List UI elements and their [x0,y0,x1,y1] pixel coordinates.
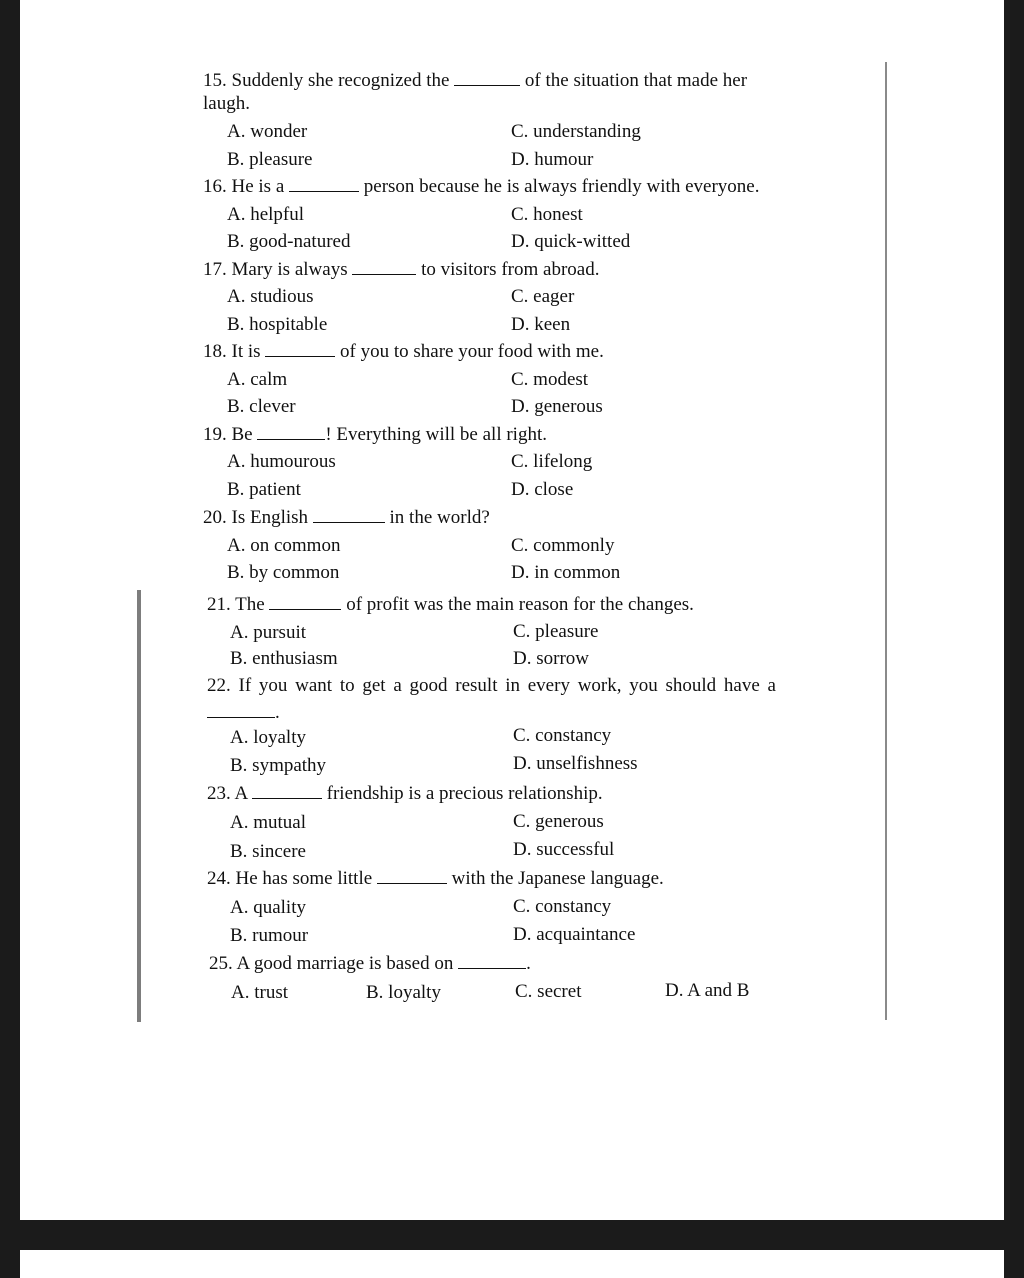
answer-blank [265,342,335,357]
option-17-c[interactable]: C. eager [511,286,575,307]
option-23-d[interactable]: D. successful [513,839,615,860]
question-number: 15. [203,70,227,91]
option-25-d[interactable]: D. A and B [665,980,750,1001]
question-text: . [275,702,280,723]
option-22-a[interactable]: A. loyalty [230,727,306,748]
option-24-c[interactable]: C. constancy [513,896,612,917]
question-number: 20. [203,507,227,528]
next-page-edge [20,1250,1004,1278]
option-21-d[interactable]: D. sorrow [513,648,589,669]
option-15-d[interactable]: D. humour [511,149,594,170]
option-23-b[interactable]: B. sincere [230,841,306,862]
option-18-d[interactable]: D. generous [511,396,603,417]
question-number: 16. [203,176,227,197]
question-23 [207,783,603,805]
question-text: Mary is always [231,259,348,280]
question-text: laugh. [203,93,250,114]
question-text: A good marriage is based on [236,953,454,974]
margin-rule-left [137,590,141,1022]
question-text: person because he is always friendly with everyone. [363,176,760,197]
option-19-a[interactable]: A. humourous [227,451,336,472]
question-text: ! Everything will be all right. [325,424,547,445]
question-24 [207,868,664,890]
option-16-a[interactable]: A. helpful [227,204,305,225]
option-21-b[interactable]: B. enthusiasm [230,648,338,669]
question-15-continued [203,93,250,115]
question-text: A [234,783,248,804]
question-number: 18. [203,341,227,362]
question-number: 22. [207,675,231,696]
option-17-d[interactable]: D. keen [511,314,571,335]
option-22-b[interactable]: B. sympathy [230,755,327,776]
option-15-c[interactable]: C. understanding [511,121,641,142]
question-number: 24. [207,868,231,889]
question-25 [209,953,531,975]
question-19 [203,424,547,446]
question-number: 21. [207,594,231,615]
question-text: He is a [231,176,285,197]
question-text: friendship is a precious relationship. [326,783,603,804]
answer-blank [377,869,447,884]
question-text: to visitors from abroad. [421,259,600,280]
question-text: Suddenly she recognized the [231,70,450,91]
option-23-a[interactable]: A. mutual [230,812,306,833]
option-20-c[interactable]: C. commonly [511,535,615,556]
question-number: 25. [209,953,233,974]
option-19-d[interactable]: D. close [511,479,574,500]
option-16-c[interactable]: C. honest [511,204,583,225]
question-22 [207,675,776,697]
option-16-d[interactable]: D. quick-witted [511,231,631,252]
option-17-a[interactable]: A. studious [227,286,314,307]
question-text: Be [231,424,253,445]
option-19-c[interactable]: C. lifelong [511,451,593,472]
question-text: He has some little [235,868,373,889]
answer-blank [289,177,359,192]
option-18-b[interactable]: B. clever [227,396,296,417]
question-text: . [526,953,531,974]
margin-rule-right [885,62,887,1020]
option-22-c[interactable]: C. constancy [513,725,612,746]
question-16 [203,176,759,198]
option-18-c[interactable]: C. modest [511,369,589,390]
option-16-b[interactable]: B. good-natured [227,231,351,252]
option-15-b[interactable]: B. pleasure [227,149,313,170]
answer-blank [207,703,275,718]
question-text: with the Japanese language. [451,868,664,889]
option-21-a[interactable]: A. pursuit [230,622,306,643]
question-text: The [235,594,265,615]
answer-blank [313,508,385,523]
answer-blank [269,595,341,610]
answer-blank [352,260,416,275]
question-text: of the situation that made her [524,70,748,91]
option-15-a[interactable]: A. wonder [227,121,308,142]
option-19-b[interactable]: B. patient [227,479,301,500]
answer-blank [257,425,325,440]
option-20-d[interactable]: D. in common [511,562,621,583]
question-text: of you to share your food with me. [340,341,604,362]
question-20 [203,507,490,529]
question-22-continued [207,702,280,724]
option-20-a[interactable]: A. on common [227,535,341,556]
question-21 [207,594,694,616]
option-25-a[interactable]: A. trust [231,982,288,1003]
question-text: in the world? [389,507,490,528]
question-number: 23. [207,783,231,804]
question-number: 19. [203,424,227,445]
question-15 [203,70,747,92]
option-25-b[interactable]: B. loyalty [366,982,441,1003]
option-21-c[interactable]: C. pleasure [513,621,599,642]
option-23-c[interactable]: C. generous [513,811,604,832]
answer-blank [454,71,520,86]
question-text: It is [231,341,261,362]
option-22-d[interactable]: D. unselfishness [513,753,638,774]
question-number: 17. [203,259,227,280]
question-18 [203,341,604,363]
option-24-d[interactable]: D. acquaintance [513,924,636,945]
option-20-b[interactable]: B. by common [227,562,340,583]
question-text: If you want to get a good result in every work, you should have a [238,675,776,696]
question-text: Is English [231,507,309,528]
option-25-c[interactable]: C. secret [515,981,582,1002]
option-24-b[interactable]: B. rumour [230,925,309,946]
answer-blank [252,784,322,799]
question-text: of profit was the main reason for the changes. [346,594,694,615]
option-17-b[interactable]: B. hospitable [227,314,328,335]
option-18-a[interactable]: A. calm [227,369,288,390]
answer-blank [458,954,526,969]
option-24-a[interactable]: A. quality [230,897,306,918]
question-17 [203,259,599,281]
